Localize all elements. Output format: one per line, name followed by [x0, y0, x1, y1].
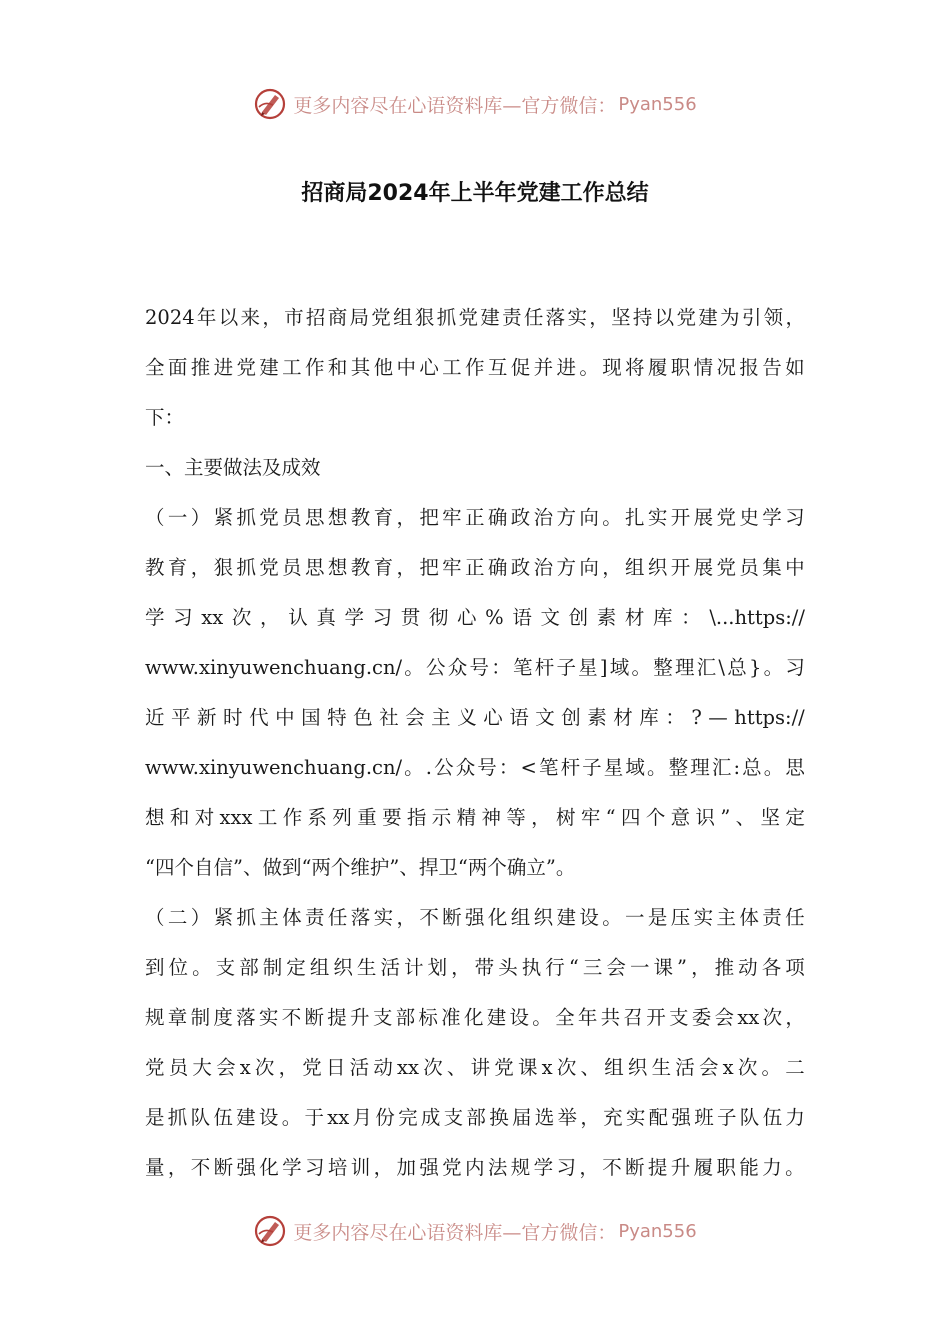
- pen-logo-icon: [253, 1214, 287, 1248]
- body-line: 下：: [145, 406, 185, 429]
- watermark-text: 更多内容尽在心语资料库—官方微信：: [293, 1221, 617, 1244]
- body-line: 学 习 xx 次 ， 认 真 学 习 贯 彻 心 % 语 文 创 素 材 库 ： \...https://: [145, 606, 805, 629]
- body-line: （ 二 ） 紧 抓 主 体 责 任 落 实 ， 不 断 强 化 组 织 建 设 。 一 是 压 实 主 体 责 任: [145, 906, 805, 929]
- body-line: 是 抓 队 伍 建 设 。 于 xx 月 份 完 成 支 部 换 届 选 举 ， 充 实 配 强 班 子 队 伍 力: [145, 1106, 805, 1129]
- body-line: 全 面 推 进 党 建 工 作 和 其 他 中 心 工 作 互 促 并 进 。 现 将 履 职 情 况 报 告 如: [145, 356, 805, 379]
- watermark-footer: [0, 1211, 950, 1251]
- watermark-header: [0, 84, 950, 124]
- body-line: www.xinyuwenchuang.cn/ 。 公 众 号 ： 笔 杆 子 星 ] 域 。 整 理 汇 \ 总 } 。 习: [145, 656, 805, 679]
- watermark-wechat-id: Pyan556: [618, 93, 697, 115]
- body-line: 规 章 制 度 落 实 不 断 提 升 支 部 标 准 化 建 设 。 全 年 共 召 开 支 委 会 xx 次 ，: [145, 1006, 805, 1029]
- body-line: 量 ， 不 断 强 化 学 习 培 训 ， 加 强 党 内 法 规 学 习 ， 不 断 提 升 履 职 能 力 。: [145, 1156, 805, 1179]
- body-line: 2024 年 以 来 ， 市 招 商 局 党 组 狠 抓 党 建 责 任 落 实 ， 坚 持 以 党 建 为 引 领 ，: [145, 306, 805, 329]
- body-line: 近 平 新 时 代 中 国 特 色 社 会 主 义 心 语 文 创 素 材 库 ： ? — https://: [145, 706, 805, 729]
- body-line: 到 位 。 支 部 制 定 组 织 生 活 计 划 ， 带 头 执 行 “ 三 会 一 课 ” ， 推 动 各 项: [145, 956, 805, 979]
- watermark-wechat-id: Pyan556: [618, 1220, 697, 1242]
- body-line: www.xinyuwenchuang.cn/ 。 . 公 众 号 ： < 笔 杆 子 星 域 。 整 理 汇 : 总 。 思: [145, 756, 805, 779]
- pen-logo-icon: [253, 87, 287, 121]
- body-line: 党 员 大 会 x 次 ， 党 日 活 动 xx 次 、 讲 党 课 x 次 、 组 织 生 活 会 x 次 。 二: [145, 1056, 805, 1079]
- body-line: “四个自信”、做到“两个维护”、捍卫“两个确立”。: [145, 856, 576, 879]
- body-line: 想 和 对 xxx 工 作 系 列 重 要 指 示 精 神 等 ， 树 牢 “ 四 个 意 识 ” 、 坚 定: [145, 806, 805, 829]
- document-body: [145, 293, 805, 1193]
- body-line: 教 育 ， 狠 抓 党 员 思 想 教 育 ， 把 牢 正 确 政 治 方 向 ， 组 织 开 展 党 员 集 中: [145, 556, 805, 579]
- body-line: （ 一 ） 紧 抓 党 员 思 想 教 育 ， 把 牢 正 确 政 治 方 向 。 扎 实 开 展 党 史 学 习: [145, 506, 805, 529]
- document-title: 招商局2024年上半年党建工作总结: [301, 181, 649, 206]
- watermark-text: 更多内容尽在心语资料库—官方微信：: [293, 94, 617, 117]
- section-heading: 一、主要做法及成效: [145, 456, 321, 479]
